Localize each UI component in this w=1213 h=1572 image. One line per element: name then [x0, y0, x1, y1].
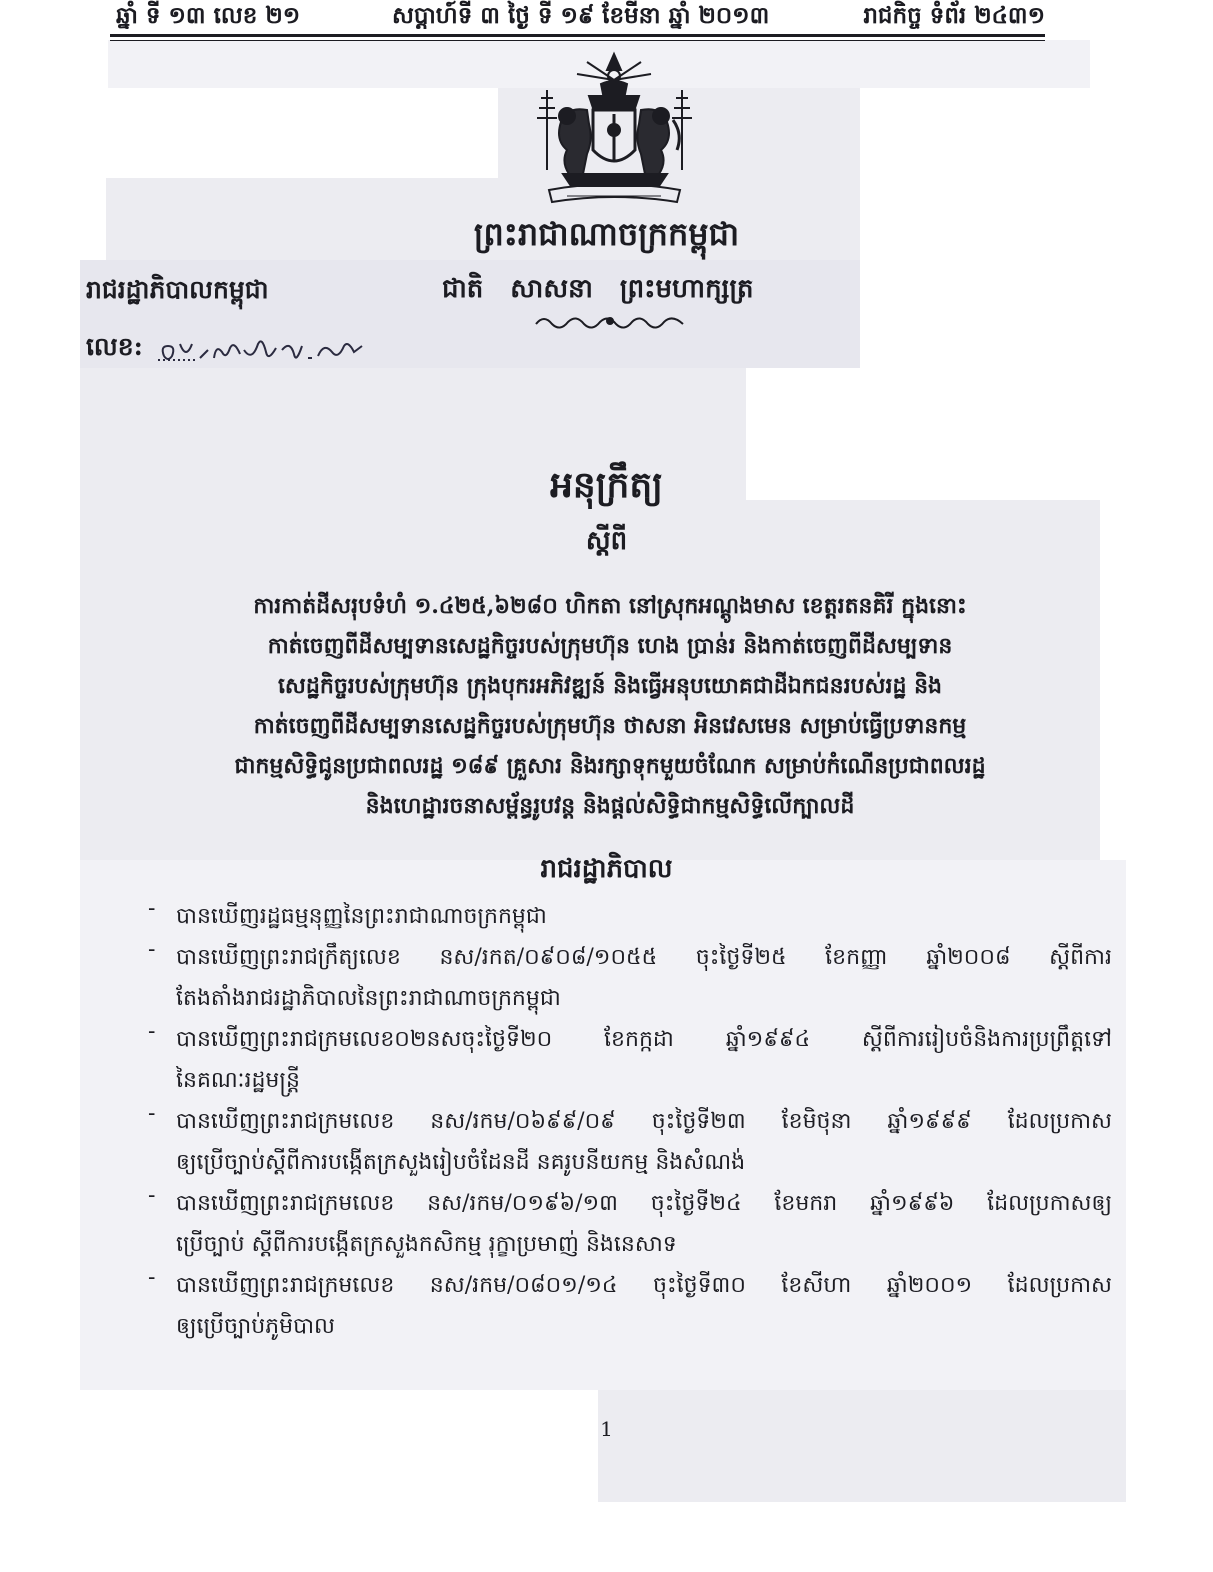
- list-dash: -: [148, 1019, 156, 1044]
- consideration-line: បានឃើញព្រះរាជក្រមលេខ នស/រកម/០៨០១/១៤ ចុះថ្ងៃទី៣០ ខែសីហា ឆ្នាំ២០០១ ដែលប្រកាស: [176, 1273, 1112, 1298]
- list-dash: -: [148, 1265, 156, 1290]
- considerations-list: [140, 896, 1112, 1347]
- subject-line: ជាកម្មសិទ្ធិជូនប្រជាពលរដ្ឋ ១៨៩ គ្រួសារ និងរក្សាទុកមួយចំណែក សម្រាប់កំណើនប្រជាពលរដ្ឋ: [234, 753, 986, 779]
- header-rule-thin: [110, 40, 1045, 41]
- svg-text:៨៧ អនក្រ.បក: ៨៧ អនក្រ.បក: [156, 322, 162, 323]
- consideration-line: បានឃើញព្រះរាជក្រមលេខ០២នសចុះថ្ងៃទី២០ ខែកក្កដា ឆ្នាំ១៩៩៤ ស្តីពីការរៀបចំនិងការប្រព្រឹត្តទៅ: [176, 1027, 1112, 1052]
- government-heading: រាជរដ្ឋាភិបាល: [540, 854, 673, 884]
- consideration-line: បានឃើញព្រះរាជក្រឹត្យលេខ នស/រកត/០៩០៨/១០៥៥ ចុះថ្ងៃទី២៥ ខែកញ្ញា ឆ្នាំ២០០៨ ស្តីពីការ: [176, 945, 1112, 970]
- kingdom-title: ព្រះរាជាណាចក្រកម្ពុជា: [473, 215, 740, 253]
- subject-line: កាត់ចេញពីដីសម្បទានសេដ្ឋកិច្ចរបស់ក្រុមហ៊ុន ថាសនា អិនវេសមេន សម្រាប់ធ្វើប្រទានកម្ម: [253, 713, 967, 739]
- subject-line: និងហេដ្ឋារចនាសម្ព័ន្ធរូបវន្ត និងផ្តល់សិទ្ធិជាកម្មសិទ្ធិលើក្បាលដី: [365, 793, 855, 819]
- consideration-item: [140, 1019, 1112, 1101]
- issue-number: ឆ្នាំ ទី ១៣ លេខ ២១: [116, 3, 301, 29]
- divider-ornament-icon: [532, 312, 687, 332]
- header-rule-thick: [110, 34, 1045, 37]
- decree-subject: [160, 586, 1060, 826]
- document-type: អនុក្រឹត្យ: [550, 464, 663, 506]
- royal-coat-of-arms-icon: [527, 50, 702, 208]
- consideration-item: [140, 896, 1112, 937]
- subject-line: ការកាត់ដីសរុបទំហំ ១.៤២៥,៦២៨០ ហិកតា នៅស្រុកអណ្តូងមាស ខេត្តរតនគិរី ក្នុងនោះ: [253, 593, 967, 619]
- page-number: 1: [600, 1417, 613, 1441]
- consideration-item: [140, 1101, 1112, 1183]
- list-dash: -: [148, 1183, 156, 1208]
- handwritten-reference-number: [156, 322, 371, 372]
- issuing-authority: រាជរដ្ឋាភិបាលកម្ពុជា: [86, 275, 269, 304]
- consideration-line: បានឃើញរដ្ឋធម្មនុញ្ញនៃព្រះរាជាណាចក្រកម្ពុជា: [176, 904, 547, 929]
- list-dash: -: [148, 896, 156, 921]
- consideration-line: ឲ្យប្រើច្បាប់ស្តីពីការបង្កើតក្រសួងរៀបចំដែនដី នគរូបនីយកម្ម និងសំណង់: [176, 1150, 746, 1175]
- list-dash: -: [148, 937, 156, 962]
- issue-date: សប្តាហ៍ទី ៣ ថ្ងៃ ទី ១៩ ខែមីនា ឆ្នាំ ២០១៣: [392, 3, 770, 29]
- consideration-line: បានឃើញព្រះរាជក្រមលេខ នស/រកម/០៦៩៩/០៩ ចុះថ្ងៃទី២៣ ខែមិថុនា ឆ្នាំ១៩៩៩ ដែលប្រកាស: [176, 1109, 1112, 1134]
- consideration-line: តែងតាំងរាជរដ្ឋាភិបាលនៃព្រះរាជាណាចក្រកម្ពុជា: [176, 986, 561, 1011]
- consideration-item: [140, 1265, 1112, 1347]
- subject-line: សេដ្ឋកិច្ចរបស់ក្រុមហ៊ុន ក្រុងបុករអភិវឌ្ឍន៍ និងធ្វើអនុបយោគជាដីឯកជនរបស់រដ្ឋ និង: [277, 673, 943, 699]
- scan-shadow: [598, 1390, 1126, 1502]
- gazette-header: [110, 0, 1045, 40]
- gazette-page: រាជកិច្ច ទំព័រ ២៤៣១: [863, 3, 1045, 29]
- reference-label: លេខ:: [86, 332, 143, 361]
- consideration-line: ឲ្យប្រើច្បាប់ភូមិបាល: [176, 1314, 335, 1339]
- subject-line: កាត់ចេញពីដីសម្បទានសេដ្ឋកិច្ចរបស់ក្រុមហ៊ុន ហេង ប្រាន់រ និងកាត់ចេញពីដីសម្បទាន: [267, 633, 953, 659]
- consideration-item: [140, 1183, 1112, 1265]
- consideration-line: ប្រើច្បាប់ ស្តីពីការបង្កើតក្រសួងកសិកម្ម រុក្ខាប្រមាញ់ និងនេសាទ: [176, 1232, 677, 1257]
- consideration-line: នៃគណៈរដ្ឋមន្ត្រី: [176, 1068, 300, 1093]
- consideration-line: បានឃើញព្រះរាជក្រមលេខ នស/រកម/០១៩៦/១៣ ចុះថ្ងៃទី២៤ ខែមករា ឆ្នាំ១៩៩៦ ដែលប្រកាសឲ្យ: [176, 1191, 1112, 1216]
- national-motto: ជាតិ សាសនា ព្រះមហាក្សត្រ: [442, 274, 754, 304]
- consideration-item: [140, 937, 1112, 1019]
- list-dash: -: [148, 1101, 156, 1126]
- about-label: ស្តីពី: [585, 526, 628, 556]
